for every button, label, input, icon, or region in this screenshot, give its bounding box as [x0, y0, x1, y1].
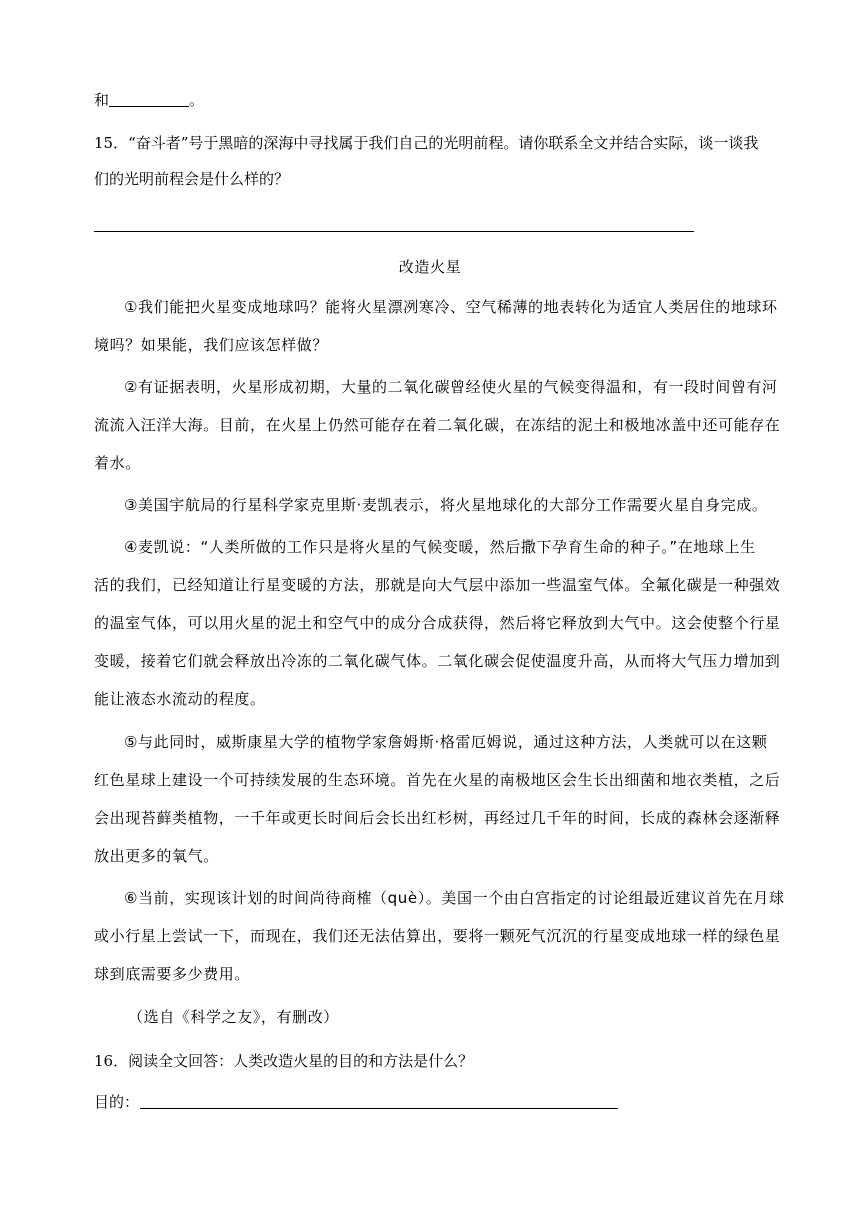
- question-15-line-2: 们的光明前程会是什么样的？: [94, 170, 290, 188]
- purpose-label: 目的：: [94, 1093, 140, 1111]
- article-source: （选自《科学之友》，有删改）: [128, 1008, 339, 1026]
- paragraph-4-line: 变暖，接着它们就会释放出冷冻的二氧化碳气体。二氧化碳会促使温度升高，从而将大气压力增加到: [94, 652, 781, 670]
- paragraph-2-line: ②有证据表明，火星形成初期，大量的二氧化碳曾经使火星的气候变得温和，有一段时间曾有河: [124, 378, 778, 396]
- question-16: 16．阅读全文回答：人类改造火星的目的和方法是什么？: [94, 1052, 474, 1070]
- purpose-answer-rule[interactable]: [140, 1108, 618, 1109]
- article-title: 改造火星: [398, 258, 462, 276]
- paragraph-5-line: 会出现苔藓类植物，一千年或更长时间后会长出红杉树，再经过几千年的时间，长成的森林会逐渐释: [94, 809, 781, 827]
- paragraph-5-line: 放出更多的氧气。: [94, 847, 219, 865]
- paragraph-2-line: 着水。: [94, 454, 141, 472]
- top-line-text: 和: [94, 91, 110, 109]
- paragraph-5-line: 红色星球上建设一个可持续发展的生态环境。首先在火星的南极地区会生长出细菌和地衣类植，之后: [94, 771, 781, 789]
- answer-line-top: [94, 89, 774, 111]
- paragraph-1-line: 境吗？如果能，我们应该怎样做？: [94, 336, 329, 354]
- paragraph-6-line: 或小行星上尝试一下，而现在，我们还无法估算出，要将一颗死气沉沉的行星变成地球一样的绿色星: [94, 927, 781, 945]
- question-15-line-1: 15．“奋斗者”号于黑暗的深海中寻找属于我们自己的光明前程。请你联系全文并结合实际，谈一谈我: [94, 134, 759, 152]
- paragraph-5-line: ⑤与此同时，威斯康星大学的植物学家詹姆斯·格雷厄姆说，通过这种方法，人类就可以在这颗: [124, 733, 768, 751]
- paragraph-4-line: ④麦凯说：“人类所做的工作只是将火星的气候变暖，然后撒下孕育生命的种子。”在地球上生: [124, 538, 756, 556]
- answer-blank[interactable]: [109, 92, 189, 107]
- paragraph-2-line: 流流入汪洋大海。目前，在火星上仍然可能存在着二氧化碳，在冻结的泥土和极地冰盖中还可能存在: [94, 416, 781, 434]
- top-line-end: 。: [189, 91, 205, 109]
- paragraph-6-line: 球到底需要多少费用。: [94, 965, 251, 983]
- paragraph-4-line: 能让液态水流动的程度。: [94, 690, 266, 708]
- paragraph-6-line: ⑥当前，实现该计划的时间尚待商榷（què）。美国一个由白宫指定的讨论组最近建议首先在月球: [124, 889, 785, 907]
- paragraph-1-line: ①我们能把火星变成地球吗？能将火星漂冽寒冷、空气稀薄的地表转化为适宜人类居住的地球环: [124, 298, 778, 316]
- paragraph-4-line: 活的我们，已经知道让行星变暖的方法，那就是向大气层中添加一些温室气体。全氟化碳是一种强效: [94, 576, 781, 594]
- paragraph-3-line: ③美国宇航局的行星科学家克里斯·麦凯表示，将火星地球化的大部分工作需要火星自身完成。: [124, 496, 768, 514]
- paragraph-4-line: 的温室气体，可以用火星的泥土和空气中的成分合成获得，然后将它释放到大气中。这会使整个行星: [94, 614, 781, 632]
- answer-rule-15[interactable]: [94, 231, 694, 232]
